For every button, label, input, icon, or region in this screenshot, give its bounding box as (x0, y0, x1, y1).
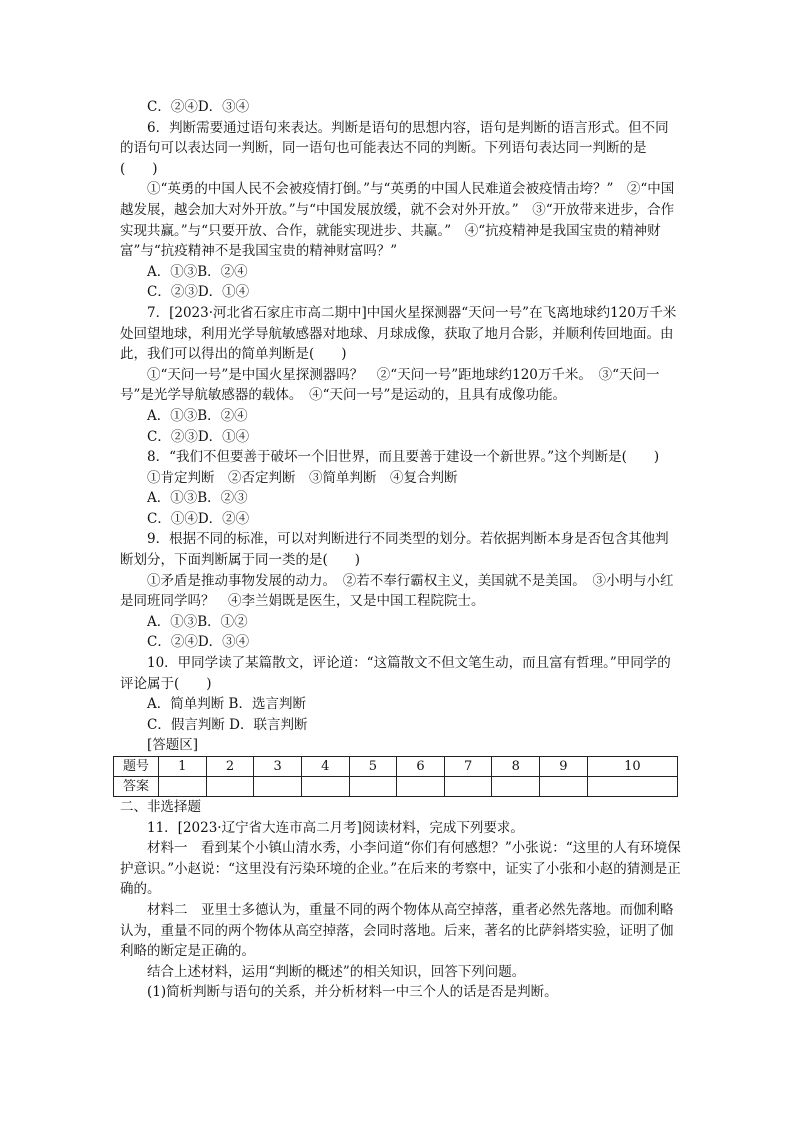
q10-stem: 10．甲同学读了某篇散文，评论道：“这篇散文不但文笔生动，而且富有哲理。”甲同学的评论属于( ) (120, 655, 671, 692)
q8-options-cd: C．①④D．②④ (147, 510, 250, 527)
answer-cell[interactable] (206, 777, 254, 797)
q8-items: ①肯定判断 ②否定判断 ③简单判断 ④复合判断 (147, 469, 458, 486)
answer-cell[interactable] (159, 777, 207, 797)
q8-stem: 8．“我们不但要善于破坏一个旧世界，而且要善于建设一个新世界。”这个判断是( ) (147, 449, 660, 466)
q9-options-ab: A．①③B．①② (147, 613, 248, 630)
answer-table (113, 756, 678, 797)
q6-stem: 6．判断需要通过语句来表达。判断是语句的思想内容，语句是判断的语言形式。但不同的语句可以表达同一判断，同一语句也可能表达不同的判断。下列语句表达同一判断的是( ) (120, 119, 669, 177)
document-body (120, 97, 682, 1003)
question-number-cell: 3 (254, 757, 302, 777)
question-number-cell: 9 (540, 757, 588, 777)
q6-options-ab: A．①③B．②④ (147, 263, 248, 280)
q7-options-cd: C．②③D．①④ (147, 428, 250, 445)
q11-instruction: 结合上述材料，运用“判断的概述”的相关知识，回答下列问题。 (147, 963, 526, 980)
answer-row-header: 答案 (114, 777, 159, 797)
question-number-cell: 4 (301, 757, 349, 777)
section-title: 二、非选择题 (120, 799, 201, 815)
question-number-cell: 2 (206, 757, 254, 777)
q6-options-cd: C．②③D．①④ (147, 284, 250, 301)
q11-stem: 11．[2023·辽宁省大连市高二月考]阅读材料，完成下列要求。 (147, 819, 524, 836)
q7-options-ab: A．①③B．②④ (147, 407, 248, 424)
q9-stem: 9．根据不同的标准，可以对判断进行不同类型的划分。若依据判断本身是否包含其他判断划分，下面判断属于同一类的是( ) (120, 531, 669, 569)
q8-options-ab: A．①③B．②③ (147, 490, 248, 507)
q5-options-cd: C．②④D．③④ (147, 99, 250, 115)
q10-options-cd: C．假言判断 D．联言判断 (147, 716, 308, 733)
answer-area-label: [答题区] (147, 737, 199, 754)
q9-items: ①矛盾是推动事物发展的动力。 ②若不奉行霸权主义，美国就不是美国。 ③小明与小红是同班同学吗？ ④李兰娟既是医生，又是中国工程院院士。 (120, 572, 674, 610)
question-number-cell: 5 (349, 757, 397, 777)
question-number-cell: 7 (444, 757, 492, 777)
answer-cell[interactable] (349, 777, 397, 797)
answer-cell[interactable] (540, 777, 588, 797)
q7-stem: 7．[2023·河北省石家庄市高二期中]中国火星探测器“天问一号”在飞离地球约120万千米处回望地球，利用光学导航敏感器对地球、月球成像，获取了地月合影，并顺利传回地面。由此，我们可以得出的简单判断是( ) (120, 304, 677, 363)
question-number-cell: 1 (159, 757, 207, 777)
answer-cell[interactable] (254, 777, 302, 797)
answer-cell[interactable] (444, 777, 492, 797)
number-row-header: 题号 (114, 757, 159, 777)
q9-options-cd: C．②④D．③④ (147, 634, 250, 651)
question-number-cell: 10 (587, 757, 677, 777)
answer-cell[interactable] (301, 777, 349, 797)
q6-items: ①“英勇的中国人民不会被疫情打倒。”与“英勇的中国人民难道会被疫情击垮？” ②“中国越发展，越会加大对外开放。”与“中国发展放缓，就不会对外开放。” ③“开放带来进步，合作实现共赢。”与“只要开放、合作，就能实现进步、共赢。” ④“抗疫精神是我国宝贵的精神财富”与“抗疫精神不是我国宝贵的精神财富吗？” (120, 181, 675, 260)
q10-options-ab: A．简单判断 B．选言判断 (147, 696, 306, 713)
q11-material-1: 材料一 看到某个小镇山清水秀，小李问道“你们有何感想？”小张说：“这里的人有环境保护意识。”小赵说：“这里没有污染环境的企业。”在后来的考察中，证实了小张和小赵的猜测是正确的。 (120, 840, 681, 898)
answer-cell[interactable] (587, 777, 677, 797)
answer-table-answer-row (114, 777, 678, 797)
q11-subquestion-1: (1)简析判断与语句的关系，并分析材料一中三个人的话是否是判断。 (147, 984, 558, 1001)
answer-cell[interactable] (492, 777, 540, 797)
answer-cell[interactable] (397, 777, 445, 797)
answer-table-number-row (114, 757, 678, 777)
q7-items: ①“天问一号”是中国火星探测器吗？ ②“天问一号”距地球约120万千米。 ③“天问一号”是光学导航敏感器的载体。 ④“天问一号”是运动的，且具有成像功能。 (120, 366, 660, 404)
question-number-cell: 8 (492, 757, 540, 777)
q11-material-2: 材料二 亚里士多德认为，重量不同的两个物体从高空掉落，重者必然先落地。而伽利略认为，重量不同的两个物体从高空掉落，会同时落地。后来，著名的比萨斜塔实验，证明了伽利略的断定是正确的。 (120, 901, 674, 960)
question-number-cell: 6 (397, 757, 445, 777)
